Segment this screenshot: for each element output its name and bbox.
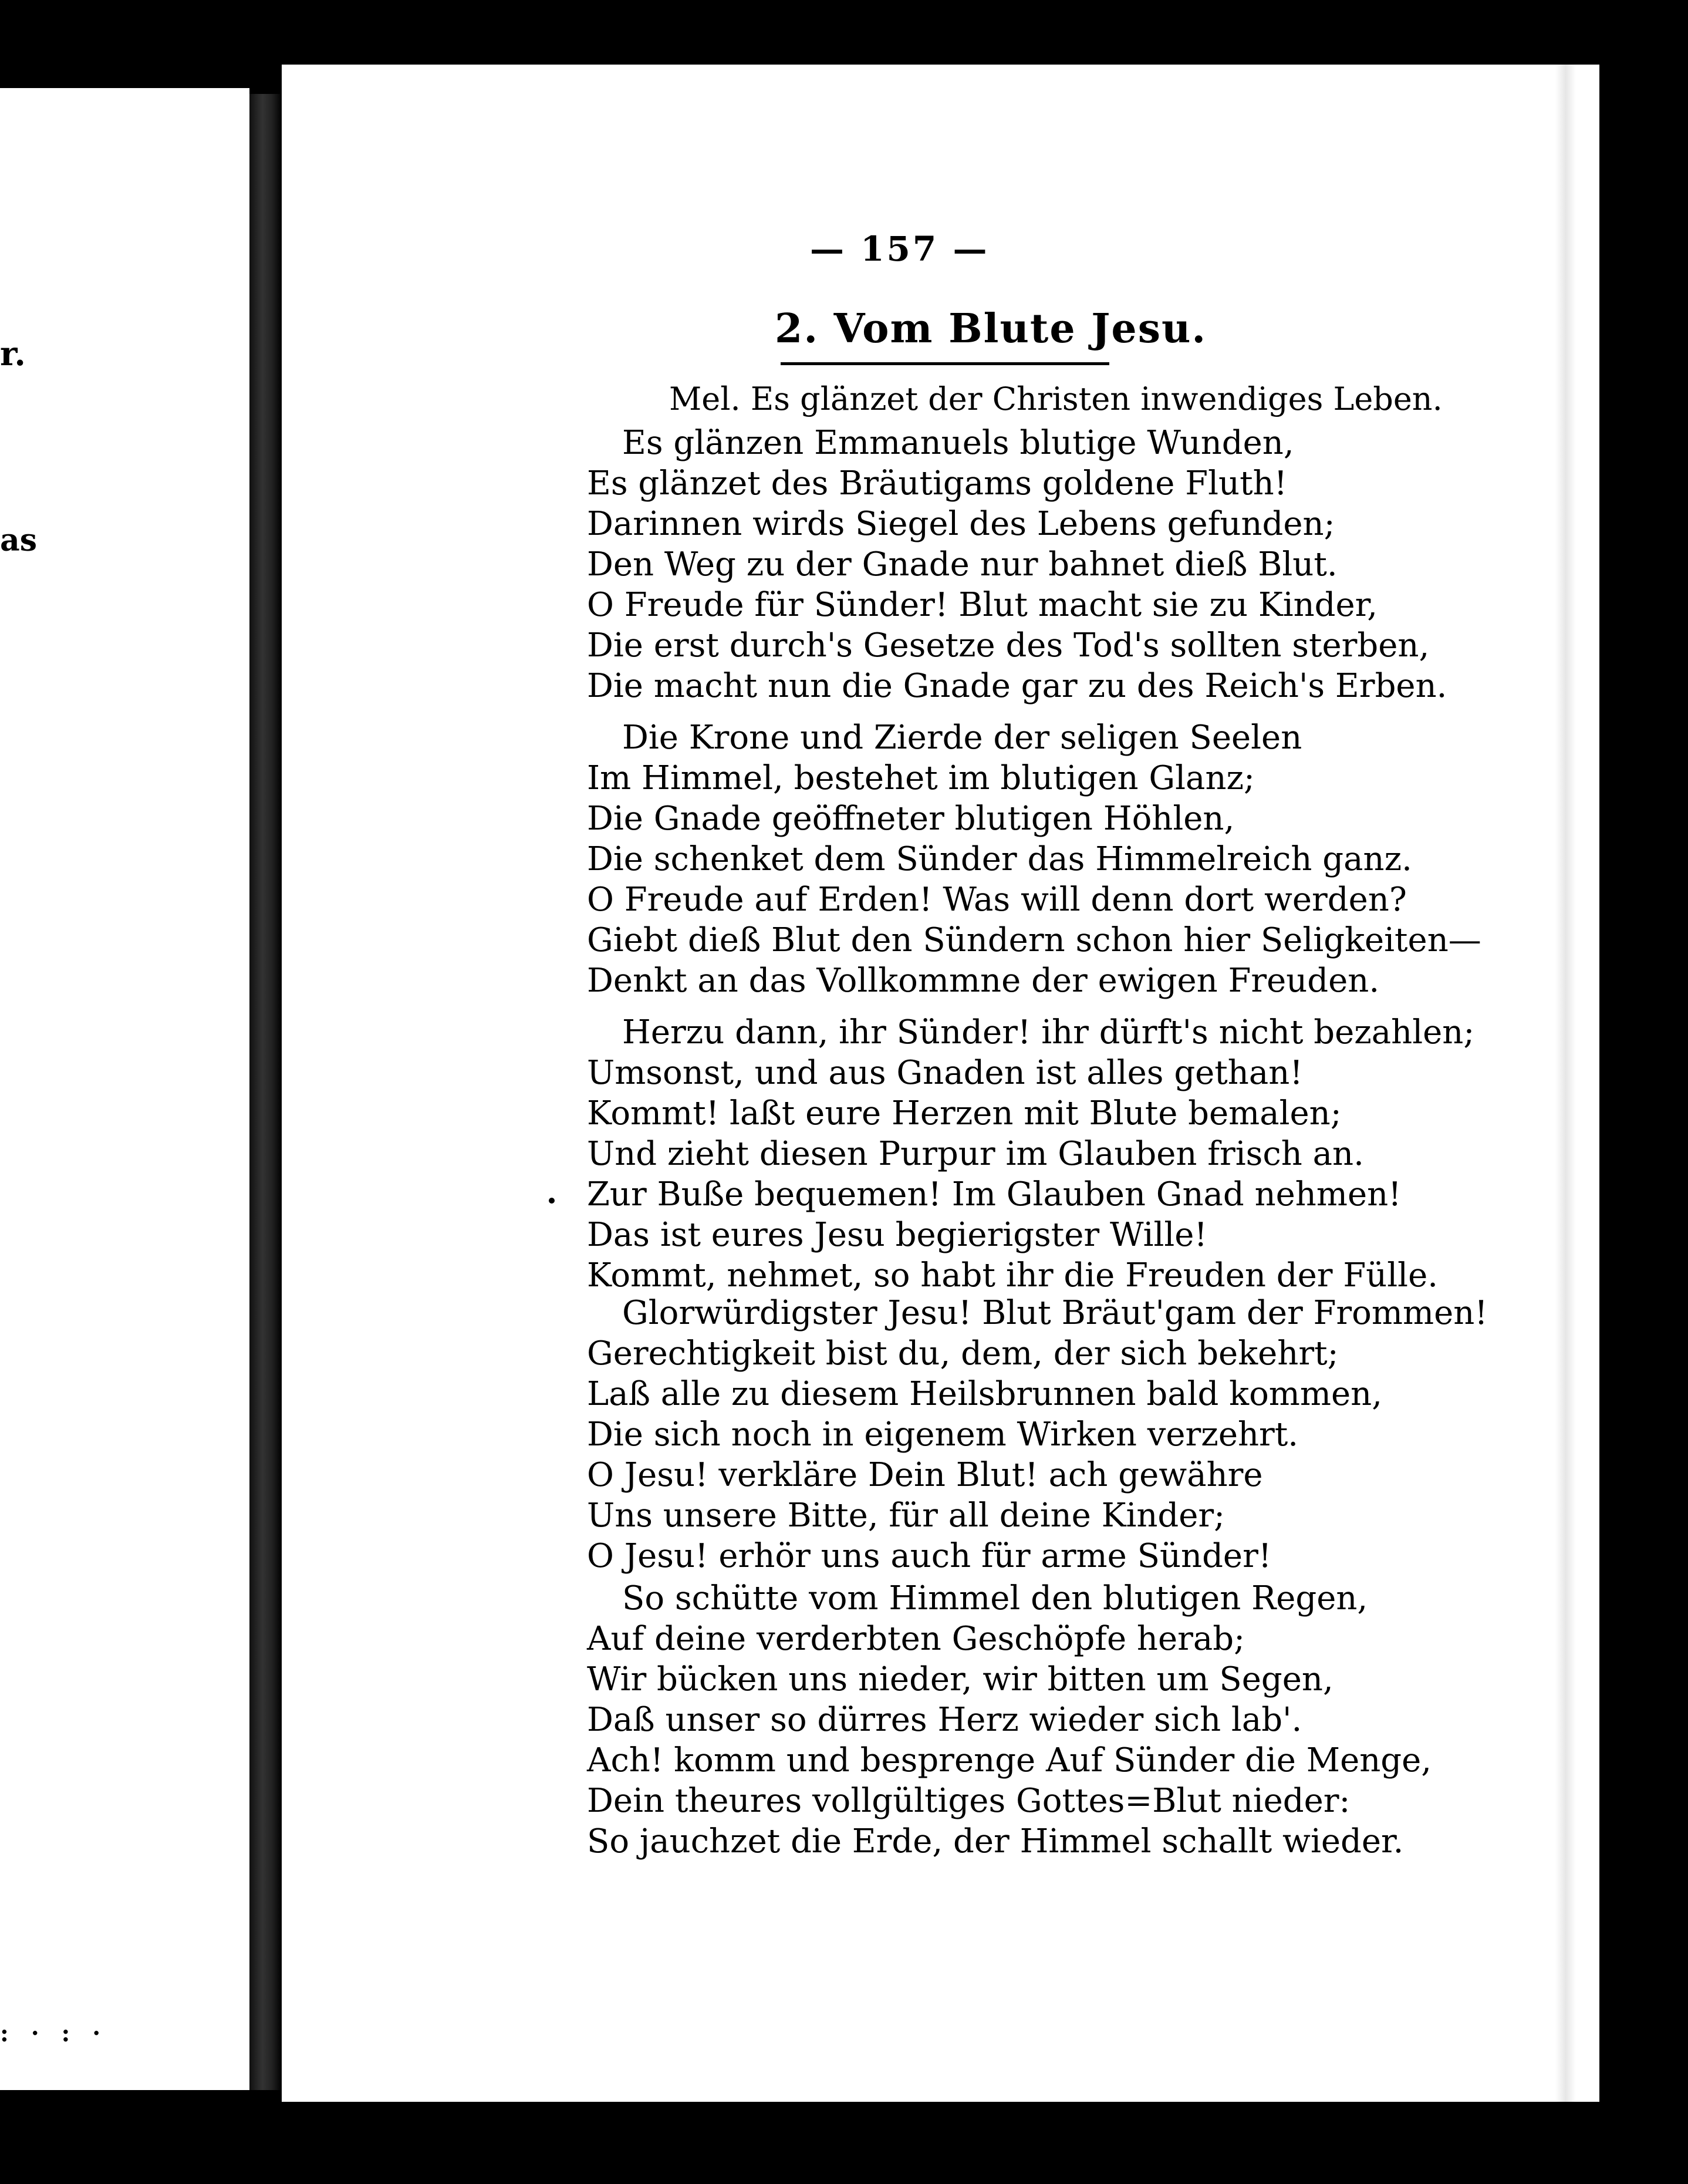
verse-line: O Freude für Sünder! Blut macht sie zu Kinder, bbox=[587, 586, 1378, 624]
verse-line: Im Himmel, bestehet im blutigen Glanz; bbox=[587, 759, 1255, 797]
melody-line: Mel. Es glänzet der Christen inwendiges Leben. bbox=[669, 380, 1443, 417]
previous-page bbox=[0, 88, 249, 2090]
verse-line: Daß unser so dürres Herz wieder sich lab'. bbox=[587, 1701, 1302, 1739]
left-page-fragment: : · : · bbox=[0, 2020, 108, 2047]
verse-line: So schütte vom Himmel den blutigen Regen, bbox=[622, 1579, 1368, 1617]
verse-line: O Jesu! verkläre Dein Blut! ach gewähre bbox=[587, 1456, 1263, 1494]
verse-line: Das ist eures Jesu begierigster Wille! bbox=[587, 1216, 1207, 1254]
verse-line: Die Krone und Zierde der seligen Seelen bbox=[622, 719, 1302, 757]
stanza bbox=[587, 717, 1481, 1001]
stanza bbox=[587, 1293, 1488, 1576]
verse-line: Es glänzet des Bräutigams goldene Fluth! bbox=[587, 464, 1288, 503]
verse-line: Die macht nun die Gnade gar zu des Reich's Erben. bbox=[587, 667, 1447, 705]
left-page-fragment: as bbox=[0, 523, 37, 558]
page-edge bbox=[1555, 65, 1576, 2102]
verse-line: Denkt an das Vollkommne der ewigen Freuden. bbox=[587, 962, 1380, 1000]
verse-line: Kommt, nehmet, so habt ihr die Freuden der Fülle. bbox=[587, 1256, 1439, 1295]
verse-line: Die schenket dem Sünder das Himmelreich ganz. bbox=[587, 840, 1412, 878]
verse-line: Kommt! laßt eure Herzen mit Blute bemalen; bbox=[587, 1094, 1342, 1133]
title-rule bbox=[781, 362, 1109, 365]
verse-line: Zur Buße bequemen! Im Glauben Gnad nehmen! bbox=[587, 1175, 1402, 1214]
verse-line: Ach! komm und besprenge Auf Sünder die Menge, bbox=[587, 1741, 1432, 1779]
verse-line: Giebt dieß Blut den Sündern schon hier Seligkeiten— bbox=[587, 921, 1481, 959]
verse-line: Gerechtigkeit bist du, dem, der sich bekehrt; bbox=[587, 1334, 1339, 1373]
verse-line: O Jesu! erhör uns auch für arme Sünder! bbox=[587, 1537, 1272, 1575]
verse-line: Herzu dann, ihr Sünder! ihr dürft's nicht bezahlen; bbox=[622, 1013, 1475, 1051]
hymn-title: 2. Vom Blute Jesu. bbox=[775, 305, 1207, 352]
verse-line: Dein theures vollgültiges Gottes=Blut nieder: bbox=[587, 1782, 1351, 1820]
verse-line: Die sich noch in eigenem Wirken verzehrt. bbox=[587, 1415, 1299, 1454]
verse-line: Wir bücken uns nieder, wir bitten um Segen, bbox=[587, 1660, 1333, 1698]
verse-line: Darinnen wirds Siegel des Lebens gefunden; bbox=[587, 505, 1335, 543]
verse-line: Uns unsere Bitte, für all deine Kinder; bbox=[587, 1497, 1226, 1535]
verse-line: Laß alle zu diesem Heilsbrunnen bald kommen, bbox=[587, 1375, 1382, 1413]
verse-line: Glorwürdigster Jesu! Blut Bräut'gam der Frommen! bbox=[622, 1294, 1488, 1332]
verse-line: Es glänzen Emmanuels blutige Wunden, bbox=[622, 424, 1294, 462]
ink-speck bbox=[549, 1198, 555, 1204]
verse-line: Auf deine verderbten Geschöpfe herab; bbox=[587, 1620, 1245, 1658]
verse-line: Und zieht diesen Purpur im Glauben frisch an. bbox=[587, 1135, 1364, 1173]
verse-line: Die erst durch's Gesetze des Tod's sollten sterben, bbox=[587, 626, 1430, 665]
verse-line: Den Weg zu der Gnade nur bahnet dieß Blut. bbox=[587, 545, 1338, 584]
verse-line: Die Gnade geöffneter blutigen Höhlen, bbox=[587, 800, 1235, 838]
page-number: — 157 — bbox=[810, 229, 990, 269]
stanza bbox=[587, 1578, 1432, 1862]
verse-line: So jauchzet die Erde, der Himmel schallt wieder. bbox=[587, 1822, 1404, 1861]
book-gutter bbox=[249, 94, 282, 2090]
left-page-fragment: r. bbox=[0, 335, 26, 373]
verse-line: O Freude auf Erden! Was will denn dort werden? bbox=[587, 881, 1407, 919]
stanza bbox=[587, 423, 1447, 706]
stanza bbox=[587, 1012, 1475, 1296]
verse-line: Umsonst, und aus Gnaden ist alles gethan! bbox=[587, 1054, 1303, 1092]
